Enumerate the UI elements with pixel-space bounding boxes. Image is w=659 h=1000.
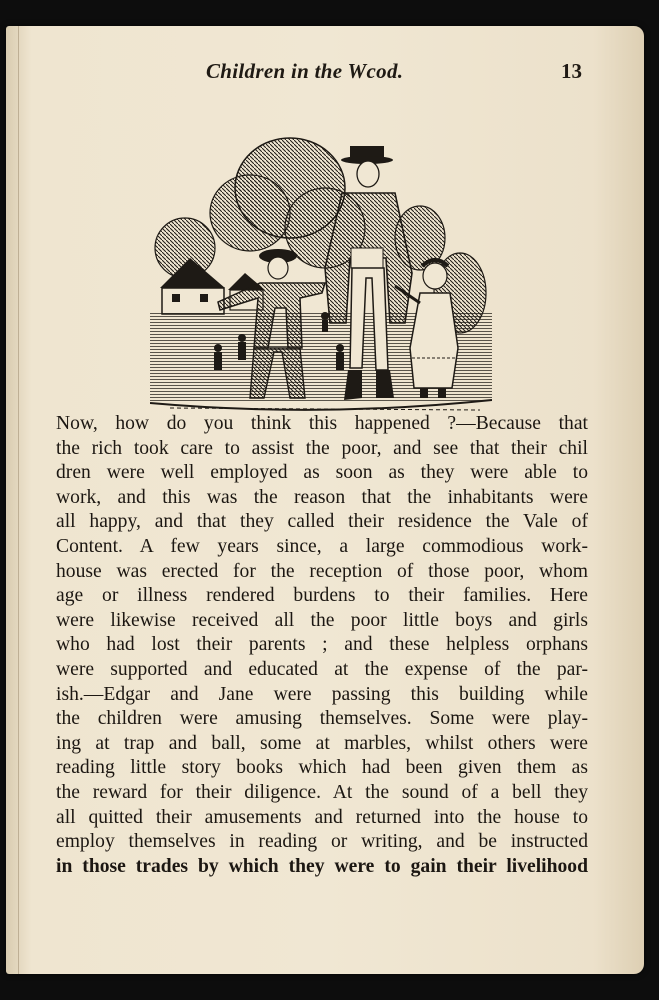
text-line: Content. A few years since, a large commodious work- <box>56 535 588 557</box>
text-line: ish.—Edgar and Jane were passing this building while <box>56 683 588 705</box>
text-line: the reward for their diligence. At the sound of a bell they <box>56 781 588 803</box>
woodcut-illustration <box>150 108 492 424</box>
text-line: all quitted their amusements and returned into the house to <box>56 806 588 828</box>
text-line: all happy, and that they called their residence the Vale of <box>56 511 588 533</box>
text-line: employ themselves in reading or writing, and be instructed <box>56 831 588 853</box>
text-line: reading little story books which had been given them as <box>56 757 588 779</box>
text-line: who had lost their parents ; and these helpless orphans <box>56 634 588 656</box>
text-line: Now, how do you think this happened ?—Because that <box>56 413 588 434</box>
text-line: work, and this was the reason that the inhabitants were <box>56 486 588 508</box>
text-line: in those trades by which they were to gain their livelihood <box>56 855 588 877</box>
text-line: the rich took care to assist the poor, and see that their chil <box>56 437 588 459</box>
text-line: age or illness rendered burdens to their families. Here <box>56 585 588 607</box>
text-line: house was erected for the reception of those poor, whom <box>56 560 588 582</box>
page-header <box>6 59 644 89</box>
body-text <box>56 412 588 879</box>
text-line: the children were amusing themselves. Some were play- <box>56 708 588 730</box>
text-line: ing at trap and ball, some at marbles, whilst others were <box>56 732 588 754</box>
text-line: were likewise received all the poor little boys and girls <box>56 609 588 631</box>
page-number: 13 <box>561 59 582 83</box>
text-line: were supported and educated at the expense of the par- <box>56 658 588 680</box>
text-line: dren were well employed as soon as they were able to <box>56 462 588 484</box>
book-page <box>6 26 644 974</box>
running-title: Children in the Wcod. <box>206 59 404 83</box>
